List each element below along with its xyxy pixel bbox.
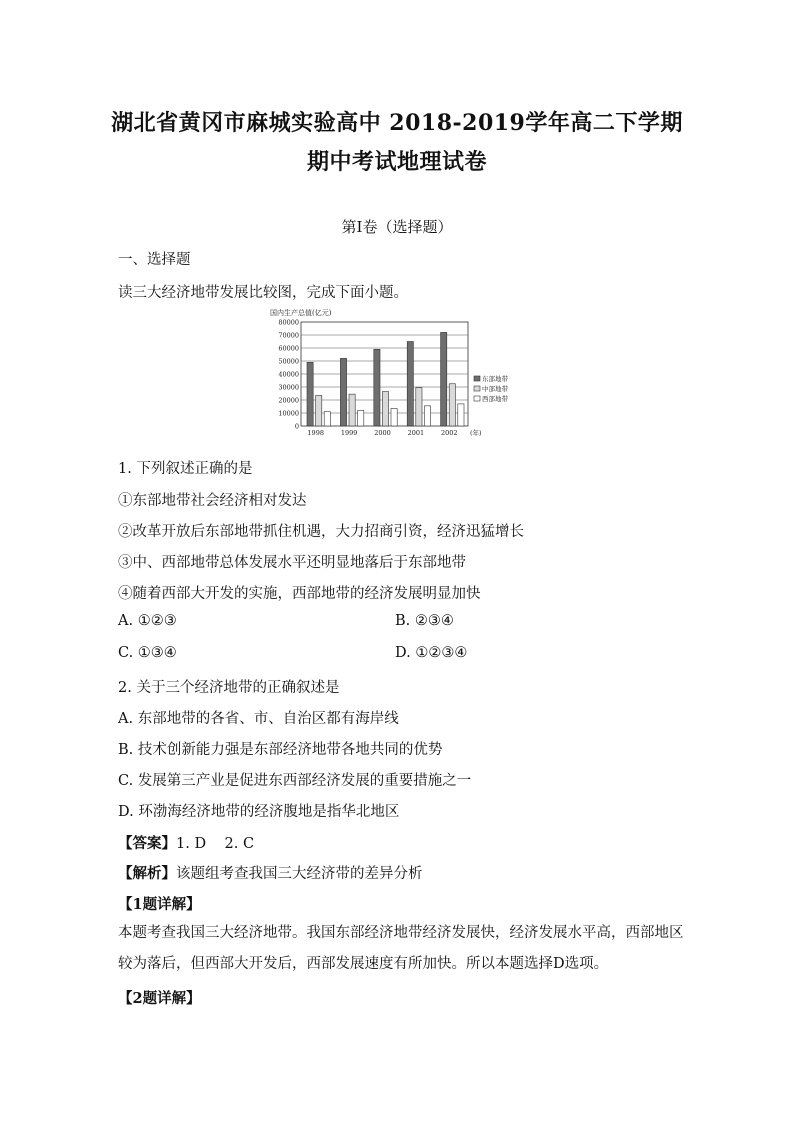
analysis-line bbox=[118, 862, 423, 883]
bar-西部地带-2000 bbox=[391, 408, 397, 426]
bar-东部地带-2002 bbox=[441, 332, 447, 426]
legend-swatch bbox=[474, 386, 480, 391]
y-tick-label: 50000 bbox=[278, 357, 299, 366]
section-intro: 读三大经济地带发展比较图，完成下面小题。 bbox=[118, 285, 408, 301]
answer-line bbox=[118, 832, 254, 853]
q2-stem: 2. 关于三个经济地带的正确叙述是 bbox=[118, 680, 340, 696]
q2-option-d: D. 环渤海经济地带的经济腹地是指华北地区 bbox=[118, 804, 400, 820]
legend-label: 东部地带 bbox=[482, 375, 508, 383]
section-heading: 一、选择题 bbox=[118, 252, 191, 268]
q1-statement-3: ③中、西部地带总体发展水平还明显地落后于东部地带 bbox=[118, 555, 466, 571]
q2-option-c: C. 发展第三产业是促进东西部经济发展的重要措施之一 bbox=[118, 773, 472, 789]
bar-西部地带-1998 bbox=[324, 412, 330, 426]
gdp-bar-chart bbox=[268, 305, 508, 440]
answer-text: 1. D 2. C bbox=[176, 836, 255, 852]
bar-东部地带-1999 bbox=[340, 358, 346, 426]
q1-option-d: D. ①②③④ bbox=[395, 645, 468, 661]
bar-东部地带-2000 bbox=[374, 349, 380, 426]
bar-中部地带-2000 bbox=[382, 392, 388, 426]
analysis-label: 【解析】 bbox=[118, 865, 176, 882]
exam-title-line1: 湖北省黄冈市麻城实验高中 2018-2019学年高二下学期 bbox=[111, 110, 683, 136]
bar-中部地带-1999 bbox=[349, 394, 355, 426]
answer-label: 【答案】 bbox=[118, 835, 176, 852]
q1-statement-2: ②改革开放后东部地带抓住机遇，大力招商引资，经济迅猛增长 bbox=[118, 524, 524, 540]
q1-option-b: B. ②③④ bbox=[395, 613, 454, 629]
x-tick-label: 1999 bbox=[340, 429, 358, 437]
detail-1-text: 本题考查我国三大经济地带。我国东部经济地带经济发展快，经济发展水平高，西部地区较为落后，但西部大开发后，西部发展速度有所加快。所以本题选择D选项。 bbox=[118, 925, 684, 972]
exam-title-line2: 期中考试地理试卷 bbox=[306, 149, 487, 175]
bar-东部地带-1998 bbox=[307, 362, 313, 426]
volume-label: 第I卷（选择题） bbox=[341, 218, 453, 236]
bar-西部地带-2001 bbox=[424, 406, 430, 426]
y-tick-label: 30000 bbox=[278, 383, 299, 392]
detail-1-label: 【1题详解】 bbox=[118, 896, 201, 913]
q1-statement-4: ④随着西部大开发的实施，西部地带的经济发展明显加快 bbox=[118, 586, 481, 602]
q1-stem: 1. 下列叙述正确的是 bbox=[118, 461, 253, 477]
bar-西部地带-1999 bbox=[358, 410, 364, 426]
chart-legend bbox=[474, 374, 508, 403]
bar-西部地带-2002 bbox=[458, 404, 464, 426]
detail-2-label: 【2题详解】 bbox=[118, 990, 201, 1007]
chart-title: 国内生产总值(亿元) bbox=[270, 309, 332, 317]
q2-option-a: A. 东部地带的各省、市、自治区都有海岸线 bbox=[118, 711, 399, 727]
y-tick-label: 10000 bbox=[278, 409, 299, 418]
q1-statement-1: ①东部地带社会经济相对发达 bbox=[118, 493, 307, 509]
legend-swatch bbox=[474, 396, 480, 401]
x-unit-label: (年) bbox=[470, 429, 482, 437]
x-tick-label: 2001 bbox=[407, 429, 425, 437]
y-tick-label: 70000 bbox=[278, 331, 299, 340]
x-tick-label: 2002 bbox=[441, 429, 458, 437]
legend-label: 西部地带 bbox=[482, 395, 508, 403]
bar-中部地带-1998 bbox=[316, 395, 322, 426]
legend-label: 中部地带 bbox=[482, 385, 508, 393]
analysis-text: 该题组考查我国三大经济带的差异分析 bbox=[176, 866, 423, 882]
x-tick-label: 2000 bbox=[374, 429, 391, 437]
legend-swatch bbox=[474, 376, 480, 381]
x-tick-label: 1998 bbox=[307, 429, 324, 437]
y-tick-label: 40000 bbox=[278, 370, 299, 379]
y-tick-label: 20000 bbox=[278, 396, 299, 405]
y-tick-label: 0 bbox=[294, 422, 299, 431]
q1-option-c: C. ①③④ bbox=[118, 645, 177, 661]
q1-option-a: A. ①②③ bbox=[118, 613, 177, 629]
y-tick-label: 60000 bbox=[278, 344, 299, 353]
bar-中部地带-2001 bbox=[416, 388, 422, 426]
bar-东部地带-2001 bbox=[407, 342, 413, 427]
y-tick-label: 80000 bbox=[278, 318, 299, 327]
q2-option-b: B. 技术创新能力强是东部经济地带各地共同的优势 bbox=[118, 742, 443, 758]
bar-中部地带-2002 bbox=[449, 384, 455, 426]
chart-plot-area bbox=[278, 318, 482, 437]
